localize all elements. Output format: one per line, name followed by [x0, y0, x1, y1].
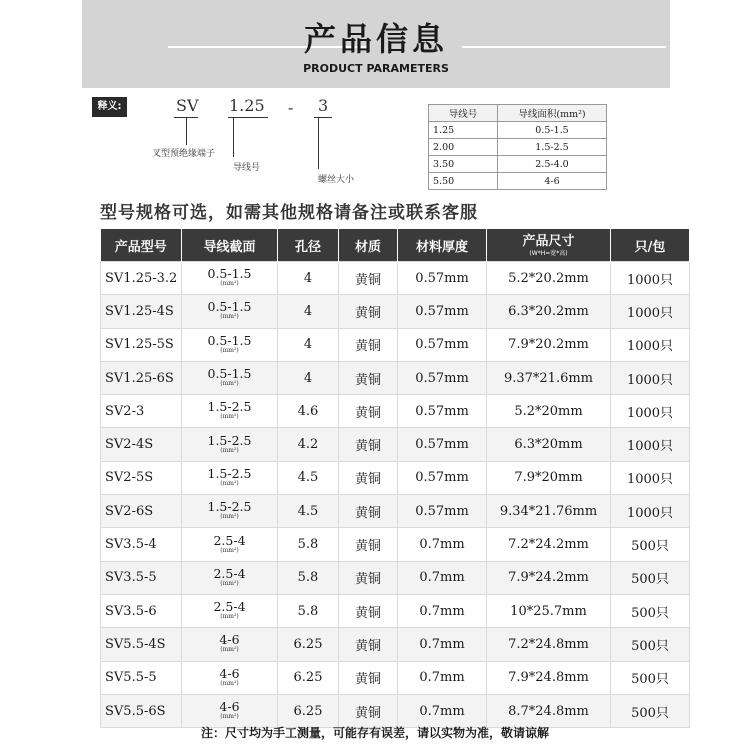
cell-per-pack: 1000只 — [611, 395, 690, 428]
wire-section-unit: (mm²) — [220, 380, 239, 388]
cell-model: SV2-5S — [101, 461, 182, 494]
cell-size: 9.34*21.76mm — [487, 495, 611, 528]
wire-section-unit: (mm²) — [220, 280, 239, 288]
cell-size: 9.37*21.6mm — [487, 361, 611, 394]
cell-wire-section — [182, 694, 278, 727]
cell-thickness: 0.57mm — [398, 428, 487, 461]
cell-size: 7.2*24.8mm — [487, 628, 611, 661]
cell-hole-diameter: 6.25 — [278, 694, 339, 727]
code-gauge-underline — [228, 117, 268, 118]
cell-material: 黄铜 — [339, 262, 398, 295]
table-row — [101, 661, 690, 694]
cell-wire-section — [182, 361, 278, 394]
cell-model: SV1.25-5S — [101, 328, 182, 361]
cell-size: 7.9*24.8mm — [487, 661, 611, 694]
cell-wire-section — [182, 628, 278, 661]
wire-section-value: 0.5-1.5 — [207, 299, 252, 315]
wire-section-value: 1.5-2.5 — [207, 465, 252, 481]
cell-model: SV2-6S — [101, 495, 182, 528]
wire-section-value: 2.5-4 — [213, 532, 246, 548]
cell-thickness: 0.57mm — [398, 295, 487, 328]
cell-size: 6.3*20mm — [487, 428, 611, 461]
code-screw-underline — [314, 117, 332, 118]
cell-hole-diameter: 4 — [278, 295, 339, 328]
cell-per-pack: 1000只 — [611, 428, 690, 461]
cell-per-pack: 500只 — [611, 694, 690, 727]
cell-wire-section — [182, 428, 278, 461]
cell-material: 黄铜 — [339, 461, 398, 494]
cell-thickness: 0.7mm — [398, 694, 487, 727]
wire-section-unit: (mm²) — [220, 346, 239, 354]
cell-size: 10*25.7mm — [487, 594, 611, 627]
cell-material: 黄铜 — [339, 528, 398, 561]
code-screw-stem — [318, 117, 319, 169]
wire-section-value: 1.5-2.5 — [207, 399, 252, 415]
cell-hole-diameter: 4 — [278, 328, 339, 361]
code-prefix-stem — [186, 117, 187, 145]
cell-hole-diameter: 4.2 — [278, 428, 339, 461]
cell-per-pack: 1000只 — [611, 495, 690, 528]
cell-material: 黄铜 — [339, 628, 398, 661]
cell-wire-section — [182, 495, 278, 528]
gauge-cell-area: 2.5-4.0 — [498, 156, 607, 173]
cell-model: SV5.5-5 — [101, 661, 182, 694]
cell-per-pack: 500只 — [611, 661, 690, 694]
code-prefix: SV — [176, 96, 199, 115]
spec-header-row — [101, 229, 690, 262]
cell-material: 黄铜 — [339, 295, 398, 328]
gauge-cell-area: 4-6 — [498, 173, 607, 190]
cell-per-pack: 500只 — [611, 628, 690, 661]
cell-hole-diameter: 6.25 — [278, 661, 339, 694]
gauge-cell-number: 3.50 — [429, 156, 498, 173]
cell-model: SV1.25-3.2 — [101, 262, 182, 295]
cell-model: SV3.5-6 — [101, 594, 182, 627]
cell-hole-diameter: 6.25 — [278, 628, 339, 661]
wire-section-unit: (mm²) — [220, 713, 239, 720]
cell-size: 7.2*24.2mm — [487, 528, 611, 561]
cell-material: 黄铜 — [339, 661, 398, 694]
table-row — [101, 628, 690, 661]
table-row — [101, 461, 690, 494]
cell-thickness: 0.7mm — [398, 528, 487, 561]
gauge-cell-number: 5.50 — [429, 173, 498, 190]
cell-hole-diameter: 4.5 — [278, 495, 339, 528]
table-row — [101, 594, 690, 627]
cell-per-pack: 1000只 — [611, 461, 690, 494]
cell-material: 黄铜 — [339, 428, 398, 461]
cell-hole-diameter: 5.8 — [278, 594, 339, 627]
gauge-header-area: 导线面积(mm²) — [498, 105, 607, 122]
cell-material: 黄铜 — [339, 328, 398, 361]
header-material: 材质 — [339, 229, 398, 262]
cell-hole-diameter: 4 — [278, 262, 339, 295]
header-size — [487, 229, 611, 262]
cell-thickness: 0.7mm — [398, 661, 487, 694]
cell-hole-diameter: 4 — [278, 361, 339, 394]
wire-section-value: 1.5-2.5 — [207, 499, 252, 515]
gauge-table — [428, 104, 607, 190]
cell-per-pack: 500只 — [611, 528, 690, 561]
cell-material: 黄铜 — [339, 594, 398, 627]
gauge-cell-number: 2.00 — [429, 139, 498, 156]
cell-thickness: 0.57mm — [398, 262, 487, 295]
wire-section-value: 4-6 — [219, 632, 240, 648]
cell-hole-diameter: 4.6 — [278, 395, 339, 428]
cell-hole-diameter: 5.8 — [278, 561, 339, 594]
cell-thickness: 0.7mm — [398, 594, 487, 627]
wire-section-value: 4-6 — [219, 665, 240, 681]
cell-per-pack: 1000只 — [611, 361, 690, 394]
gauge-cell-area: 0.5-1.5 — [498, 122, 607, 139]
cell-model: SV5.5-4S — [101, 628, 182, 661]
cell-wire-section — [182, 295, 278, 328]
cell-hole-diameter: 4.5 — [278, 461, 339, 494]
table-row — [101, 528, 690, 561]
table-row — [101, 328, 690, 361]
cell-wire-section — [182, 661, 278, 694]
table-row — [101, 428, 690, 461]
cell-model: SV2-4S — [101, 428, 182, 461]
table-row — [101, 262, 690, 295]
cell-thickness: 0.57mm — [398, 328, 487, 361]
gauge-header-number: 导线号 — [429, 105, 498, 122]
header-band — [82, 0, 670, 88]
spec-subheading: 型号规格可选，如需其他规格请备注或联系客服 — [100, 203, 478, 223]
wire-section-value: 2.5-4 — [213, 599, 246, 615]
code-prefix-note: 叉型预绝缘端子 — [152, 149, 216, 159]
cell-material: 黄铜 — [339, 495, 398, 528]
wire-section-unit: (mm²) — [220, 446, 239, 454]
gauge-header-row — [429, 105, 607, 122]
page-subtitle: PRODUCT PARAMETERS — [303, 62, 449, 75]
cell-material: 黄铜 — [339, 561, 398, 594]
cell-hole-diameter: 5.8 — [278, 528, 339, 561]
wire-section-value: 0.5-1.5 — [207, 266, 252, 282]
gauge-row — [429, 139, 607, 156]
wire-section-unit: (mm²) — [220, 313, 239, 321]
cell-wire-section — [182, 395, 278, 428]
spec-table-body — [101, 262, 690, 728]
wire-section-unit: (mm²) — [220, 646, 239, 654]
footnote: 注：尺寸均为手工测量，可能存有误差，请以实物为准，敬请谅解 — [200, 726, 549, 740]
page-title: 产品信息 — [303, 20, 448, 58]
cell-model: SV5.5-6S — [101, 694, 182, 727]
cell-thickness: 0.57mm — [398, 361, 487, 394]
wire-section-value: 1.5-2.5 — [207, 432, 252, 448]
cell-per-pack: 1000只 — [611, 295, 690, 328]
cell-per-pack: 500只 — [611, 561, 690, 594]
cell-wire-section — [182, 528, 278, 561]
wire-section-unit: (mm²) — [220, 679, 239, 687]
cell-model: SV1.25-6S — [101, 361, 182, 394]
cell-model: SV1.25-4S — [101, 295, 182, 328]
explanation-label: 释义: — [92, 97, 127, 117]
table-row — [101, 395, 690, 428]
header-size-label: 产品尺寸 — [522, 233, 575, 249]
table-row — [101, 295, 690, 328]
cell-model: SV3.5-5 — [101, 561, 182, 594]
table-row — [101, 361, 690, 394]
wire-section-unit: (mm²) — [220, 613, 239, 621]
cell-material: 黄铜 — [339, 395, 398, 428]
code-screw: 3 — [318, 96, 329, 115]
cell-thickness: 0.7mm — [398, 628, 487, 661]
table-row — [101, 561, 690, 594]
gauge-cell-area: 1.5-2.5 — [498, 139, 607, 156]
header-thickness: 材料厚度 — [398, 229, 487, 262]
header-size-sub: (W*H=宽*高) — [529, 249, 568, 257]
cell-per-pack: 500只 — [611, 594, 690, 627]
wire-section-value: 0.5-1.5 — [207, 366, 252, 382]
cell-size: 7.9*24.2mm — [487, 561, 611, 594]
gauge-row — [429, 156, 607, 173]
wire-section-value: 4-6 — [219, 699, 240, 714]
cell-size: 7.9*20mm — [487, 461, 611, 494]
code-gauge-stem — [233, 117, 234, 157]
wire-section-unit: (mm²) — [220, 479, 239, 487]
cell-size: 6.3*20.2mm — [487, 295, 611, 328]
cell-material: 黄铜 — [339, 361, 398, 394]
gauge-row — [429, 173, 607, 190]
cell-size: 5.2*20mm — [487, 395, 611, 428]
cell-size: 8.7*24.8mm — [487, 694, 611, 727]
table-row — [101, 694, 690, 727]
cell-wire-section — [182, 594, 278, 627]
wire-section-value: 2.5-4 — [213, 565, 246, 581]
cell-per-pack: 1000只 — [611, 262, 690, 295]
header-per-pack: 只/包 — [611, 229, 690, 262]
spec-table — [100, 229, 690, 728]
code-gauge-note: 导线号 — [233, 163, 261, 173]
header-hole-diameter: 孔径 — [278, 229, 339, 262]
wire-section-unit: (mm²) — [220, 579, 239, 587]
wire-section-unit: (mm²) — [220, 513, 239, 521]
cell-thickness: 0.57mm — [398, 461, 487, 494]
table-row — [101, 495, 690, 528]
gauge-cell-number: 1.25 — [429, 122, 498, 139]
wire-section-unit: (mm²) — [220, 546, 239, 554]
header-wire-section: 导线截面 — [182, 229, 278, 262]
code-gauge: 1.25 — [229, 96, 265, 115]
gauge-row — [429, 122, 607, 139]
code-dash: - — [288, 98, 294, 117]
cell-wire-section — [182, 461, 278, 494]
wire-section-value: 0.5-1.5 — [207, 332, 252, 348]
cell-size: 7.9*20.2mm — [487, 328, 611, 361]
wire-section-unit: (mm²) — [220, 413, 239, 421]
cell-thickness: 0.7mm — [398, 561, 487, 594]
cell-size: 5.2*20.2mm — [487, 262, 611, 295]
cell-thickness: 0.57mm — [398, 395, 487, 428]
cell-thickness: 0.57mm — [398, 495, 487, 528]
header-model: 产品型号 — [101, 229, 182, 262]
cell-model: SV3.5-4 — [101, 528, 182, 561]
cell-wire-section — [182, 561, 278, 594]
cell-per-pack: 1000只 — [611, 328, 690, 361]
cell-material: 黄铜 — [339, 694, 398, 727]
cell-wire-section — [182, 328, 278, 361]
cell-model: SV2-3 — [101, 395, 182, 428]
code-screw-note: 螺丝大小 — [318, 175, 355, 185]
cell-wire-section — [182, 262, 278, 295]
